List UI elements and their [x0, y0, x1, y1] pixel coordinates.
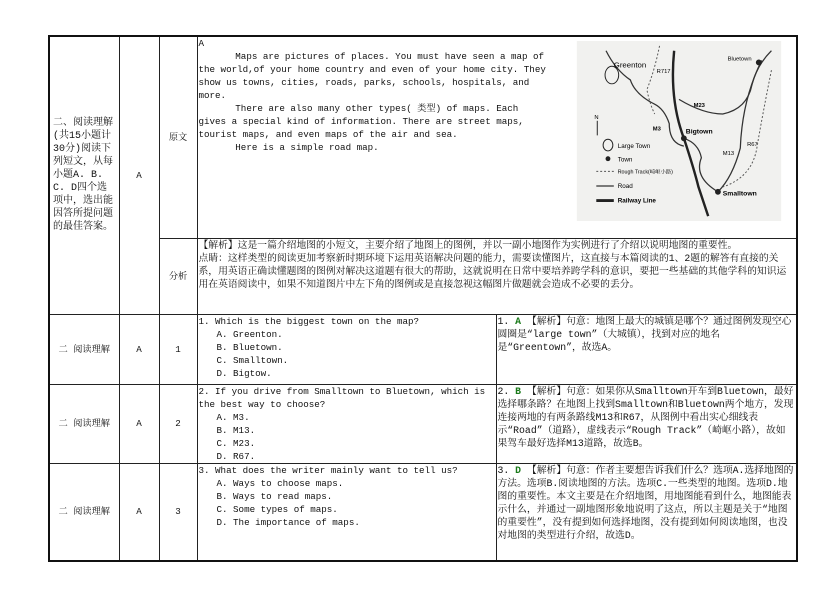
answer-number: 2.: [497, 385, 510, 397]
row-section: 二 阅读理解: [49, 384, 119, 463]
row-section: 二 阅读理解: [49, 314, 119, 384]
row-number: 3: [159, 463, 197, 561]
section-label: 二、阅读理解(共15小题计30分)阅读下列短文，从每小题A. B. C. D四个选项中，选出能因答所提问题的最佳答案。: [49, 36, 119, 314]
original-label: 原文: [159, 36, 197, 238]
option-d: D. The importance of maps.: [216, 516, 360, 528]
row-passage: A: [119, 463, 159, 561]
road-map: [575, 41, 783, 221]
map-label-m23: M23: [693, 103, 705, 110]
option-d: D. R67.: [216, 450, 256, 462]
question-stem: 2. If you drive from Smalltown to Bluetown, which is the best way to choose?: [198, 385, 486, 410]
option-a: A. Greenton.: [216, 328, 283, 340]
option-b: B. M13.: [216, 424, 256, 436]
row-section: 二 阅读理解: [49, 463, 119, 561]
question-table: [48, 35, 798, 562]
row-passage: A: [119, 314, 159, 384]
analysis-text: 【解析】这是一篇介绍地图的小短文，主要介绍了地图上的图例，并以一副小地图作为实例进行了介绍以说明地图的重要性。: [198, 239, 738, 251]
map-label-r717: R717: [656, 69, 671, 76]
legend-town: Town: [617, 156, 633, 164]
map-label-smalltown: Smalltown: [722, 190, 757, 198]
option-c: C. M23.: [216, 437, 256, 449]
passage-paragraph: There are also many other types( 类型) of maps. Each gives a special kind of information. There are street maps, tourist maps, and even maps of the air and sea.: [198, 103, 524, 140]
row-passage: A: [119, 384, 159, 463]
legend-road: Road: [617, 182, 633, 190]
legend-large-town: Large Town: [617, 143, 651, 151]
analysis-tip: 点睛：这样类型的阅读更加考察新时期环境下运用英语解决问题的能力，需要读懂图片，这直接与本篇阅读的1、2题的解答有直接的关系，用英语正确读懂题图的图例对解决这道题有很大的帮助，这就说明在日常中要培养跨学科的意识，要把一些基础的其他学科的知识运用在英语阅读中，如果不知道图片中左下角的图例或是直接忽视这幅图片做题就会造成不必要的丢分。: [198, 252, 787, 290]
option-b: B. Ways to read maps.: [216, 490, 333, 502]
option-c: C. Smalltown.: [216, 354, 289, 366]
answer-explanation: 【解析】句意：作者主要想告诉我们什么？选项A.选择地图的方法。选项B.阅读地图的方法。选项C.一些类型的地图。选项D.地图的重要性。本文主要是在介绍地图，用地图能看到什么，地图能表示什么，并通过一副地图形象地说明了这点，所以主题是关于“地图的重要性”，没有提到如何选择地图，没有提到如何阅读地图，也没对地图的类型进行介绍，故选D。: [497, 464, 794, 541]
question-row: [49, 384, 797, 463]
map-label-bigtown: Bigtown: [685, 128, 713, 136]
answer-explanation: 【解析】句意：如果你从Smalltown开车到Bluetown，最好选择哪条路？在地图上找到Smalltown和Bluetown两个地方，发现连接两地的有两条路线M13和R67，从图例中看出实心细线表示“Road”（道路），虚线表示“Rough Track”（崎岖小路），故如果驾车最好选择M13道路，故选B。: [497, 385, 794, 449]
map-label-greenton: Greenton: [613, 60, 647, 70]
analysis-label: 分析: [159, 238, 197, 314]
answer-explanation: 【解析】句意：地图上最大的城镇是哪个？通过图例发现空心圆圈是“large town”（大城镇），找到对应的地名是“Greentown”，故选A。: [497, 315, 792, 353]
map-label-bluetown: Bluetown: [727, 56, 752, 63]
map-label-m13: M13: [722, 150, 735, 157]
answer-letter: B: [515, 385, 522, 397]
row-number: 2: [159, 384, 197, 463]
question-stem: 1. Which is the biggest town on the map?: [198, 315, 420, 327]
answer-letter: D: [515, 464, 522, 476]
answer-letter: A: [515, 315, 522, 327]
question-row: [49, 314, 797, 384]
question-stem: 3. What does the writer mainly want to tell us?: [198, 464, 458, 476]
legend-rough-track: Rough Track(崎岖小路): [617, 169, 673, 176]
answer-number: 1.: [497, 315, 510, 327]
option-a: A. Ways to choose maps.: [216, 477, 344, 489]
passage-paragraph: Maps are pictures of places. You must have seen a map of the world,of your home country and even of your home city. They show us towns, cities, roads, parks, schools, hospitals, and more.: [198, 51, 546, 101]
map-label-r67: R67: [747, 142, 758, 149]
option-a: A. M3.: [216, 411, 250, 423]
option-d: D. Bigtow.: [216, 367, 272, 379]
option-c: C. Some types of maps.: [216, 503, 338, 515]
original-cell: [197, 36, 797, 238]
passage-heading: A: [198, 38, 205, 49]
passage-id: A: [119, 36, 159, 314]
map-label-m3: M3: [652, 126, 661, 133]
north-icon: N: [594, 114, 599, 121]
option-b: B. Bluetown.: [216, 341, 283, 353]
row-number: 1: [159, 314, 197, 384]
town-icon: [756, 59, 762, 65]
passage-paragraph: Here is a simple road map.: [235, 142, 379, 153]
question-row: [49, 463, 797, 561]
legend-railway-line: Railway Line: [617, 197, 656, 205]
answer-number: 3.: [497, 464, 510, 476]
